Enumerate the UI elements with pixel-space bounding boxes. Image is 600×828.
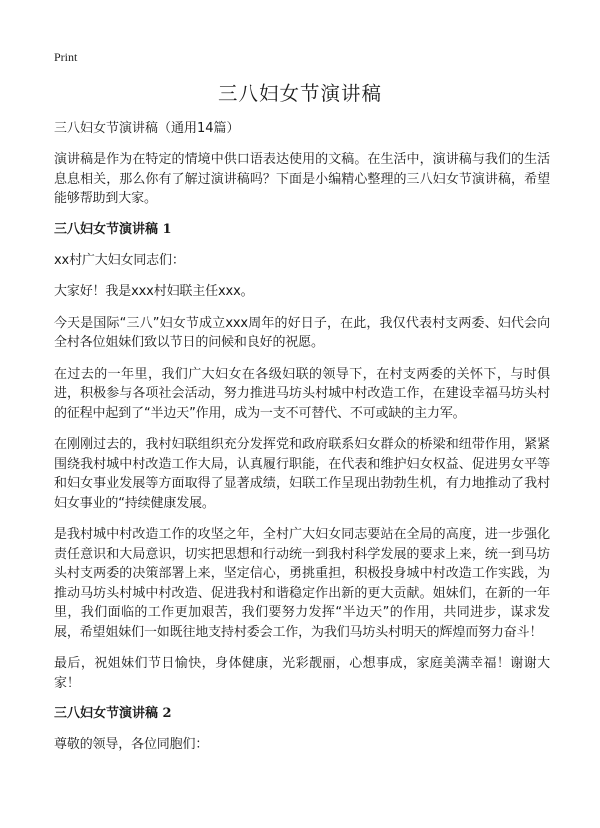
paragraph: 今天是国际“三八”妇女节成立xxx周年的好日子，在此，我仅代表村支两委、妇代会向全村各位姐妹们致以节日的问候和良好的祝愿。: [54, 315, 550, 350]
article-subtitle: 三八妇女节演讲稿（通用14篇）: [54, 121, 240, 136]
paragraph: 在刚刚过去的，我村妇联组织充分发挥党和政府联系妇女群众的桥梁和纽带作用，紧紧围绕我村城中村改造工作大局，认真履行职能，在代表和维护妇女权益、促进男女平等和妇女事业发展等方面取得了显著成绩，妇联工作呈现出勃勃生机，有力地推动了我村妇女事业的“持续健康发展。: [54, 437, 550, 511]
intro-paragraph: 演讲稿是作为在特定的情境中供口语表达使用的文稿。在生活中，演讲稿与我们的生活息息相关，那么你有了解过演讲稿吗？下面是小编精心整理的三八妇女节演讲稿，希望能够帮助到大家。: [54, 152, 550, 206]
article-body: [54, 120, 550, 767]
print-link[interactable]: Print: [54, 50, 78, 64]
section-heading-2: 三八妇女节演讲稿 2: [54, 706, 172, 721]
page-title: 三八妇女节演讲稿: [217, 82, 382, 105]
section-heading-1: 三八妇女节演讲稿 1: [54, 221, 172, 237]
paragraph: 在过去的一年里，我们广大妇女在各级妇联的领导下，在村支两委的关怀下，与时俱进，积极参与各项社会活动，努力推进马坊头村城中村改造工作，在建设幸福马坊头村的征程中起到了“半边天”作用，成为一支不可替代、不可或缺的主力军。: [54, 366, 550, 421]
paragraph: 是我村城中村改造工作的攻坚之年，全村广大妇女同志要站在全局的高度，进一步强化责任意识和大局意识，切实把思想和行动统一到我村科学发展的要求上来，统一到马坊头村支两委的决策部署上来，坚定信心，勇挑重担，积极投身城中村改造工作实践，为推动马坊头村城中村改造、促进我村和谐稳定作出新的更大贡献。姐妹们，在新的一年里，我们面临的工作更加艰苦，我们要努力发挥“半边天”的作用，共同进步，谋求发展，希望姐妹们一如既往地支持村委会工作，为我们马坊头村明天的辉煌而努力奋斗！: [54, 527, 550, 640]
paragraph: 最后，祝姐妹们节日愉快，身体健康，光彩靓丽，心想事成，家庭美满幸福！谢谢大家！: [54, 656, 550, 691]
paragraph: xx村广大妇女同志们：: [54, 252, 185, 268]
paragraph: 尊敬的领导，各位同胞们：: [54, 737, 209, 752]
paragraph: 大家好！我是xxx村妇联主任xxx。: [54, 284, 254, 299]
